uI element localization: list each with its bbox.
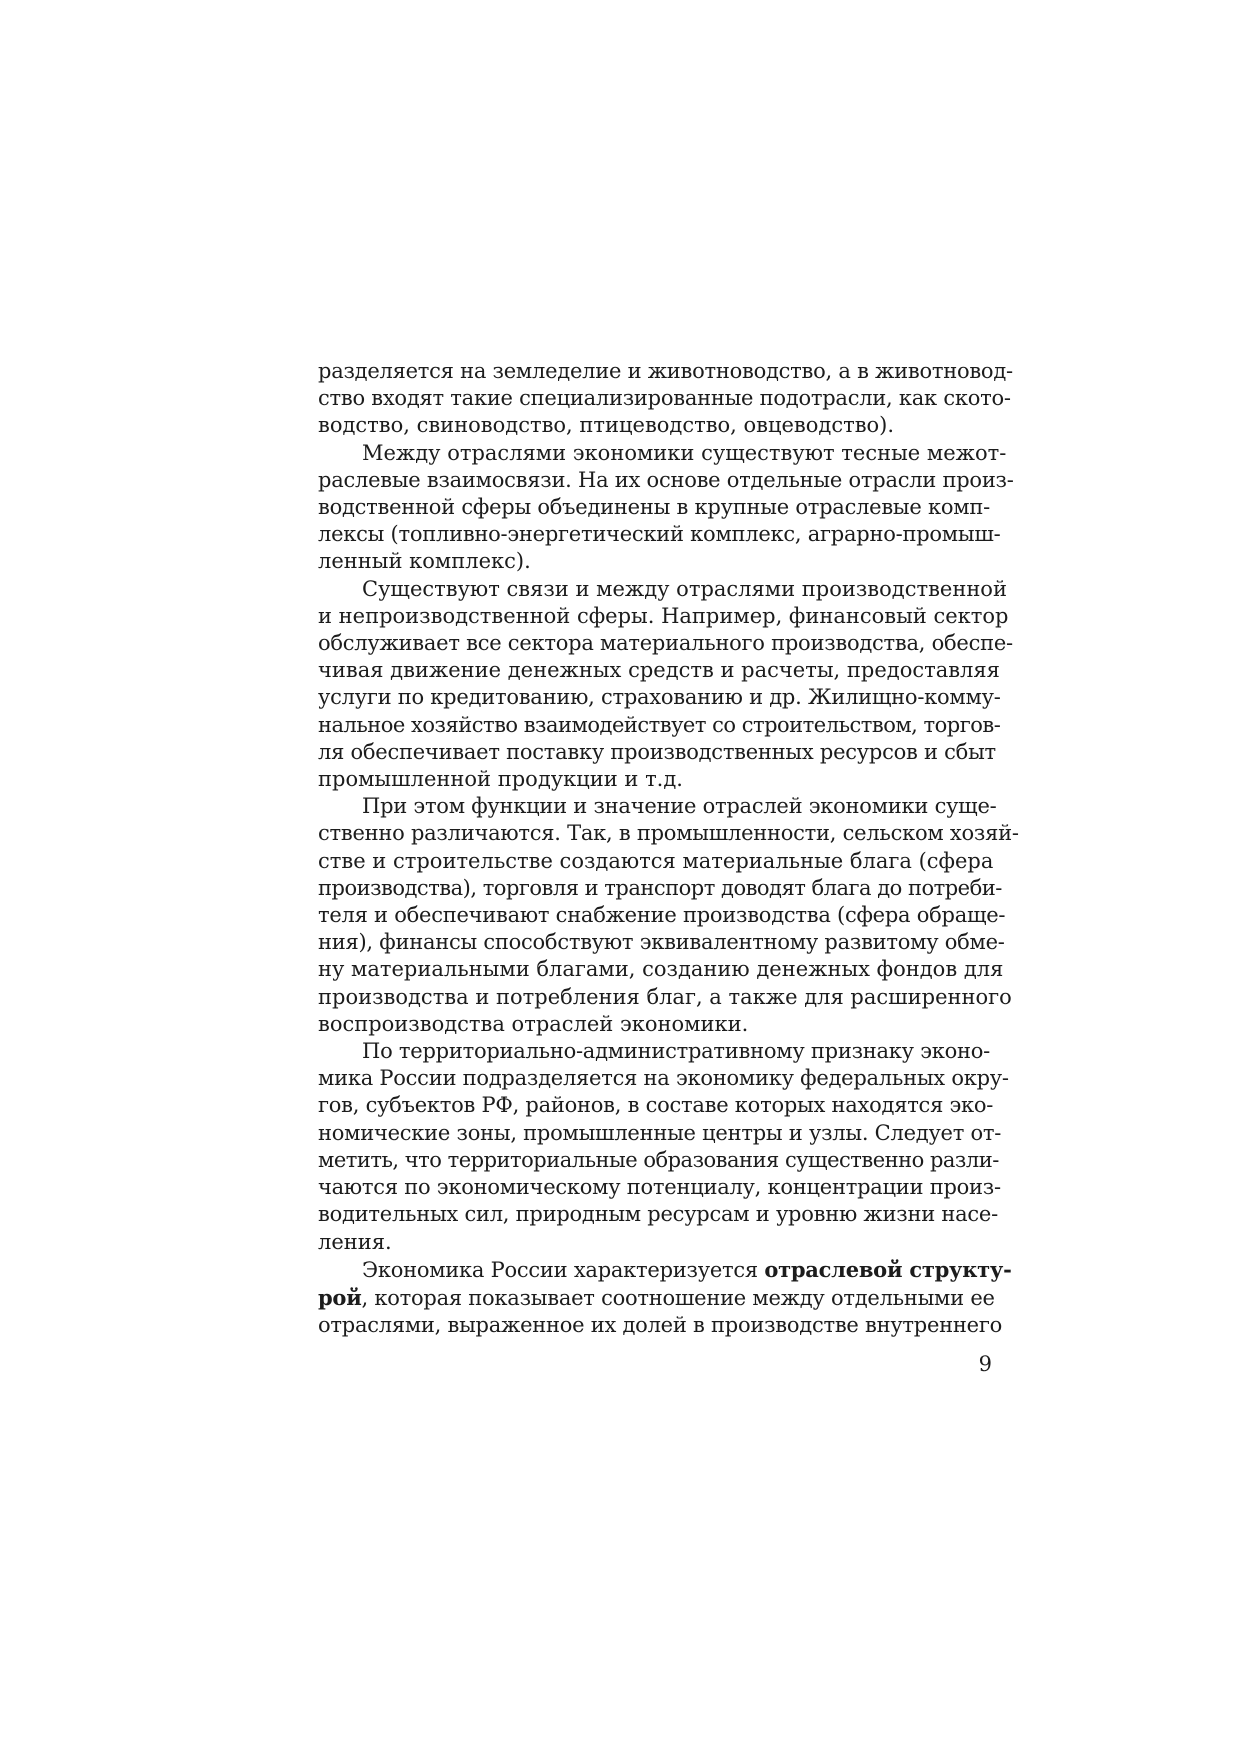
text-line: Существуют связи и между отраслями производственной — [362, 576, 1007, 601]
body-text — [318, 358, 1019, 1339]
text-line: ственно различаются. Так, в промышленности, сельском хозяй- — [318, 821, 1019, 846]
paragraph-4 — [318, 793, 1019, 1038]
term-bold: рой — [318, 1284, 362, 1310]
text-run: , которая показывает соотношение между отдельными ее — [361, 1285, 995, 1310]
text-line: нальное хозяйство взаимодействует со строительством, торгов- — [318, 712, 1001, 737]
text-line: услуги по кредитованию, страхованию и др. Жилищно-комму- — [318, 685, 1001, 710]
text-line: метить, что территориальные образования существенно разли- — [318, 1147, 999, 1172]
text-line: обслуживает все сектора материального производства, обеспе- — [318, 631, 1013, 656]
text-line: лексы (топливно-энергетический комплекс, аграрно-промыш- — [318, 522, 1001, 547]
text-line: водственной сферы объединены в крупные отраслевые комп- — [318, 495, 990, 520]
text-line: разделяется на земледелие и животноводство, а в животновод- — [318, 359, 1013, 383]
text-line: водительных сил, природным ресурсам и уровню жизни насе- — [318, 1202, 998, 1227]
text-line: По территориально-административному признаку эконо- — [362, 1039, 990, 1064]
text-run: Экономика России характеризуется — [362, 1257, 765, 1282]
paragraph-3 — [318, 576, 1013, 794]
text-line: отраслями, выраженное их долей в производстве внутреннего — [318, 1313, 1002, 1338]
text-line: ния), финансы способствуют эквивалентному развитому обме- — [318, 930, 1005, 955]
text-line: чаются по экономическому потенциалу, концентрации произ- — [318, 1175, 1001, 1200]
paragraph-5 — [318, 1038, 1009, 1256]
text-line: чивая движение денежных средств и расчеты, предоставляя — [318, 658, 1000, 683]
text-line: ленный комплекс). — [318, 549, 531, 574]
paragraph-2 — [318, 440, 1014, 576]
text-line: воспроизводства отраслей экономики. — [318, 1011, 749, 1036]
text-line: раслевые взаимосвязи. На их основе отдельные отрасли произ- — [318, 467, 1014, 492]
text-line — [318, 1256, 1012, 1284]
page-number: 9 — [978, 1352, 992, 1376]
text-line: ну материальными благами, созданию денежных фондов для — [318, 957, 1004, 982]
text-line: и непроизводственной сферы. Например, финансовый сектор — [318, 603, 1009, 628]
paragraph-1 — [318, 358, 1013, 440]
text-line: гов, субъектов РФ, районов, в составе которых находятся эко- — [318, 1093, 994, 1118]
term-bold: отраслевой структу- — [764, 1256, 1012, 1282]
text-line: стве и строительстве создаются материальные блага (сфера — [318, 848, 994, 873]
text-line: При этом функции и значение отраслей экономики суще- — [362, 794, 997, 819]
text-line: теля и обеспечивают снабжение производства (сфера обраще- — [318, 903, 1006, 928]
text-line: Между отраслями экономики существуют тесные межот- — [362, 440, 1007, 465]
text-line: ство входят такие специализированные подотрасли, как ското- — [318, 386, 1011, 411]
text-line: номические зоны, промышленные центры и узлы. Следует от- — [318, 1120, 1002, 1145]
text-line: промышленной продукции и т.д. — [318, 767, 683, 792]
paragraph-6 — [318, 1256, 1012, 1340]
text-line — [318, 1284, 995, 1312]
text-line: производства), торговля и транспорт доводят блага до потреби- — [318, 875, 1002, 900]
text-line: ля обеспечивает поставку производственных ресурсов и сбыт — [318, 739, 996, 764]
text-line: мика России подразделяется на экономику федеральных окру- — [318, 1066, 1009, 1091]
text-line: ления. — [318, 1229, 392, 1254]
text-line: производства и потребления благ, а также для расширенного — [318, 984, 1012, 1009]
text-line: водство, свиноводство, птицеводство, овцеводство). — [318, 413, 895, 438]
